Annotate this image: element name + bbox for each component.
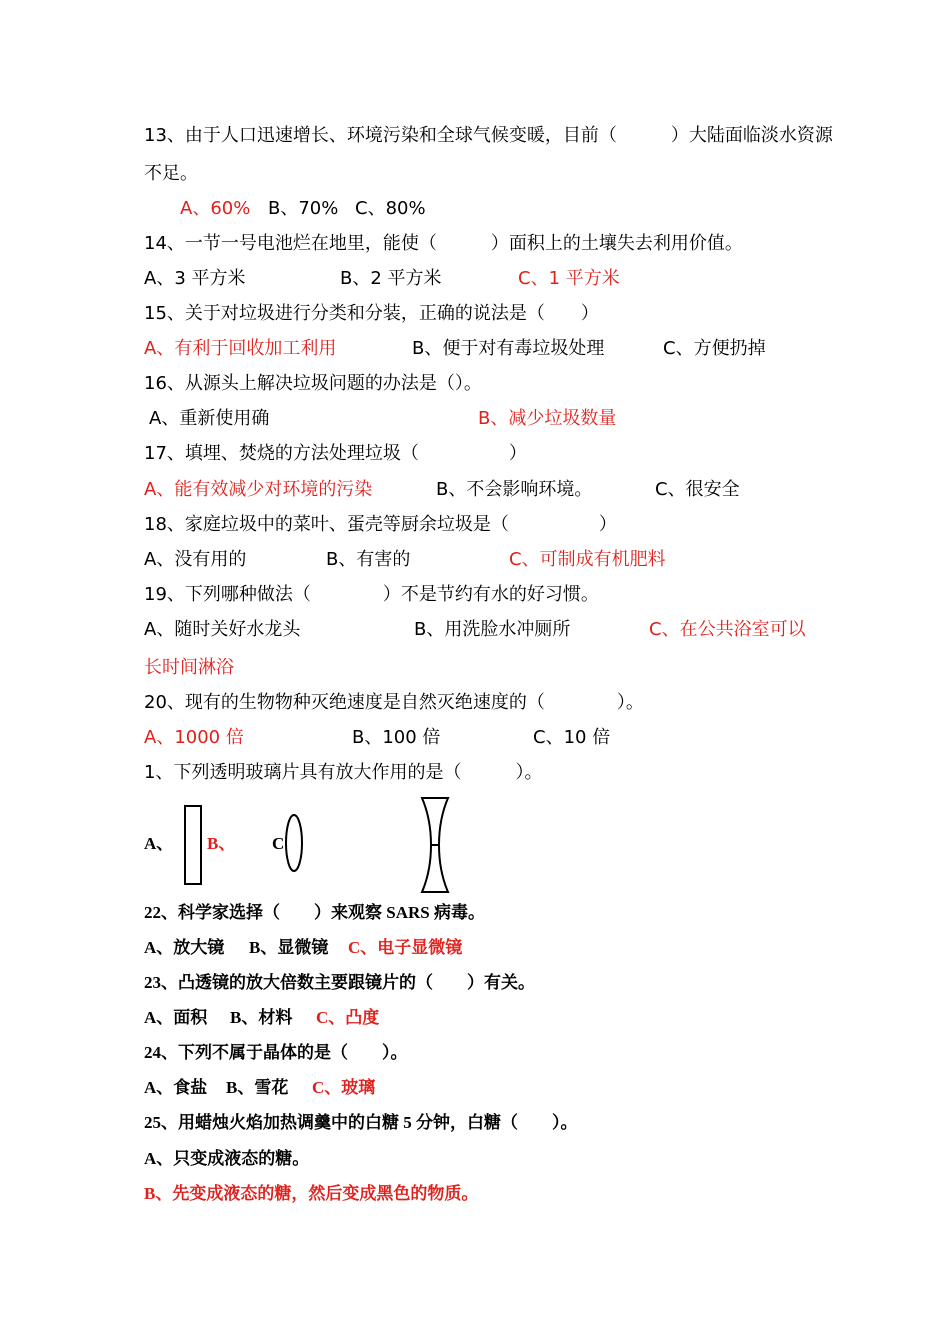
q23-stem: 23、凸透镜的放大倍数主要跟镜片的（ ）有关。 [144, 973, 535, 992]
q16-stem: 16、从源头上解决垃圾问题的办法是（）。 [144, 373, 482, 394]
q17-option-c: C、很安全 [655, 479, 740, 500]
q24-option-a: A、食盐 [144, 1078, 208, 1097]
q18-option-a: A、没有用的 [144, 549, 247, 570]
flat-glass-icon [183, 804, 203, 886]
q20-option-a: A、1000 倍 [144, 727, 244, 748]
q22-option-a: A、放大镜 [144, 938, 225, 957]
q1-option-b-label: B、 [207, 834, 236, 853]
q14-option-a: A、3 平方米 [144, 268, 246, 289]
q16-option-a: A、重新使用确 [149, 408, 270, 429]
q17-stem: 17、填埋、焚烧的方法处理垃圾（ ） [144, 443, 527, 464]
q24-option-c: C、玻璃 [312, 1078, 376, 1097]
q16-option-b: B、减少垃圾数量 [478, 408, 617, 429]
q18-option-c: C、可制成有机肥料 [509, 549, 666, 570]
q13-stem-line1: 13、由于人口迅速增长、环境污染和全球气候变暖，目前（ ）大陆面临淡水资源 [144, 125, 833, 146]
q13-option-c: C、80% [355, 198, 426, 219]
q1-option-a-label: A、 [144, 834, 174, 853]
q13-option-b: B、70% [268, 198, 339, 219]
q23-option-a: A、面积 [144, 1008, 208, 1027]
q25-stem: 25、用蜡烛火焰加热调羹中的白糖 5 分钟，白糖（ ）。 [144, 1113, 578, 1132]
q20-stem: 20、现有的生物物种灭绝速度是自然灭绝速度的（ ）。 [144, 692, 644, 713]
q14-stem: 14、一节一号电池烂在地里，能使（ ）面积上的土壤失去利用价值。 [144, 233, 743, 254]
q15-stem: 15、关于对垃圾进行分类和分装，正确的说法是（ ） [144, 303, 599, 324]
q1-option-c-label: C [272, 834, 285, 853]
q19-stem: 19、下列哪种做法（ ）不是节约有水的好习惯。 [144, 584, 599, 605]
q15-option-b: B、便于对有毒垃圾处理 [412, 338, 605, 359]
q19-option-c-line1: C、在公共浴室可以 [649, 619, 806, 640]
q25-option-b: B、先变成液态的糖，然后变成黑色的物质。 [144, 1184, 479, 1203]
q15-option-c: C、方便扔掉 [663, 338, 766, 359]
q22-option-c: C、电子显微镜 [348, 938, 463, 957]
q19-option-b: B、用洗脸水冲厕所 [414, 619, 571, 640]
q17-option-a: A、能有效减少对环境的污染 [144, 479, 373, 500]
q24-stem: 24、下列不属于晶体的是（ ）。 [144, 1043, 408, 1062]
q23-option-c: C、凸度 [316, 1008, 380, 1027]
q18-option-b: B、有害的 [326, 549, 411, 570]
q19-option-c-line2: 长时间淋浴 [144, 657, 234, 678]
q22-stem: 22、科学家选择（ ）来观察 SARS 病毒。 [144, 903, 485, 922]
q14-option-b: B、2 平方米 [340, 268, 442, 289]
q14-option-c: C、1 平方米 [518, 268, 620, 289]
q18-stem: 18、家庭垃圾中的菜叶、蛋壳等厨余垃圾是（ ） [144, 514, 617, 535]
q15-option-a: A、有利于回收加工利用 [144, 338, 337, 359]
q20-option-b: B、100 倍 [352, 727, 441, 748]
q1-stem: 1、下列透明玻璃片具有放大作用的是（ ）。 [144, 762, 543, 783]
q20-option-c: C、10 倍 [533, 727, 611, 748]
q24-option-b: B、雪花 [226, 1078, 289, 1097]
convex-lens-icon [283, 812, 305, 874]
q23-option-b: B、材料 [230, 1008, 293, 1027]
q13-option-a: A、60% [180, 198, 251, 219]
q17-option-b: B、不会影响环境。 [436, 479, 593, 500]
concave-lens-icon [418, 796, 452, 894]
q13-stem-line2: 不足。 [144, 163, 198, 184]
q22-option-b: B、显微镜 [249, 938, 329, 957]
q25-option-a: A、只变成液态的糖。 [144, 1149, 310, 1168]
q19-option-a: A、随时关好水龙头 [144, 619, 301, 640]
